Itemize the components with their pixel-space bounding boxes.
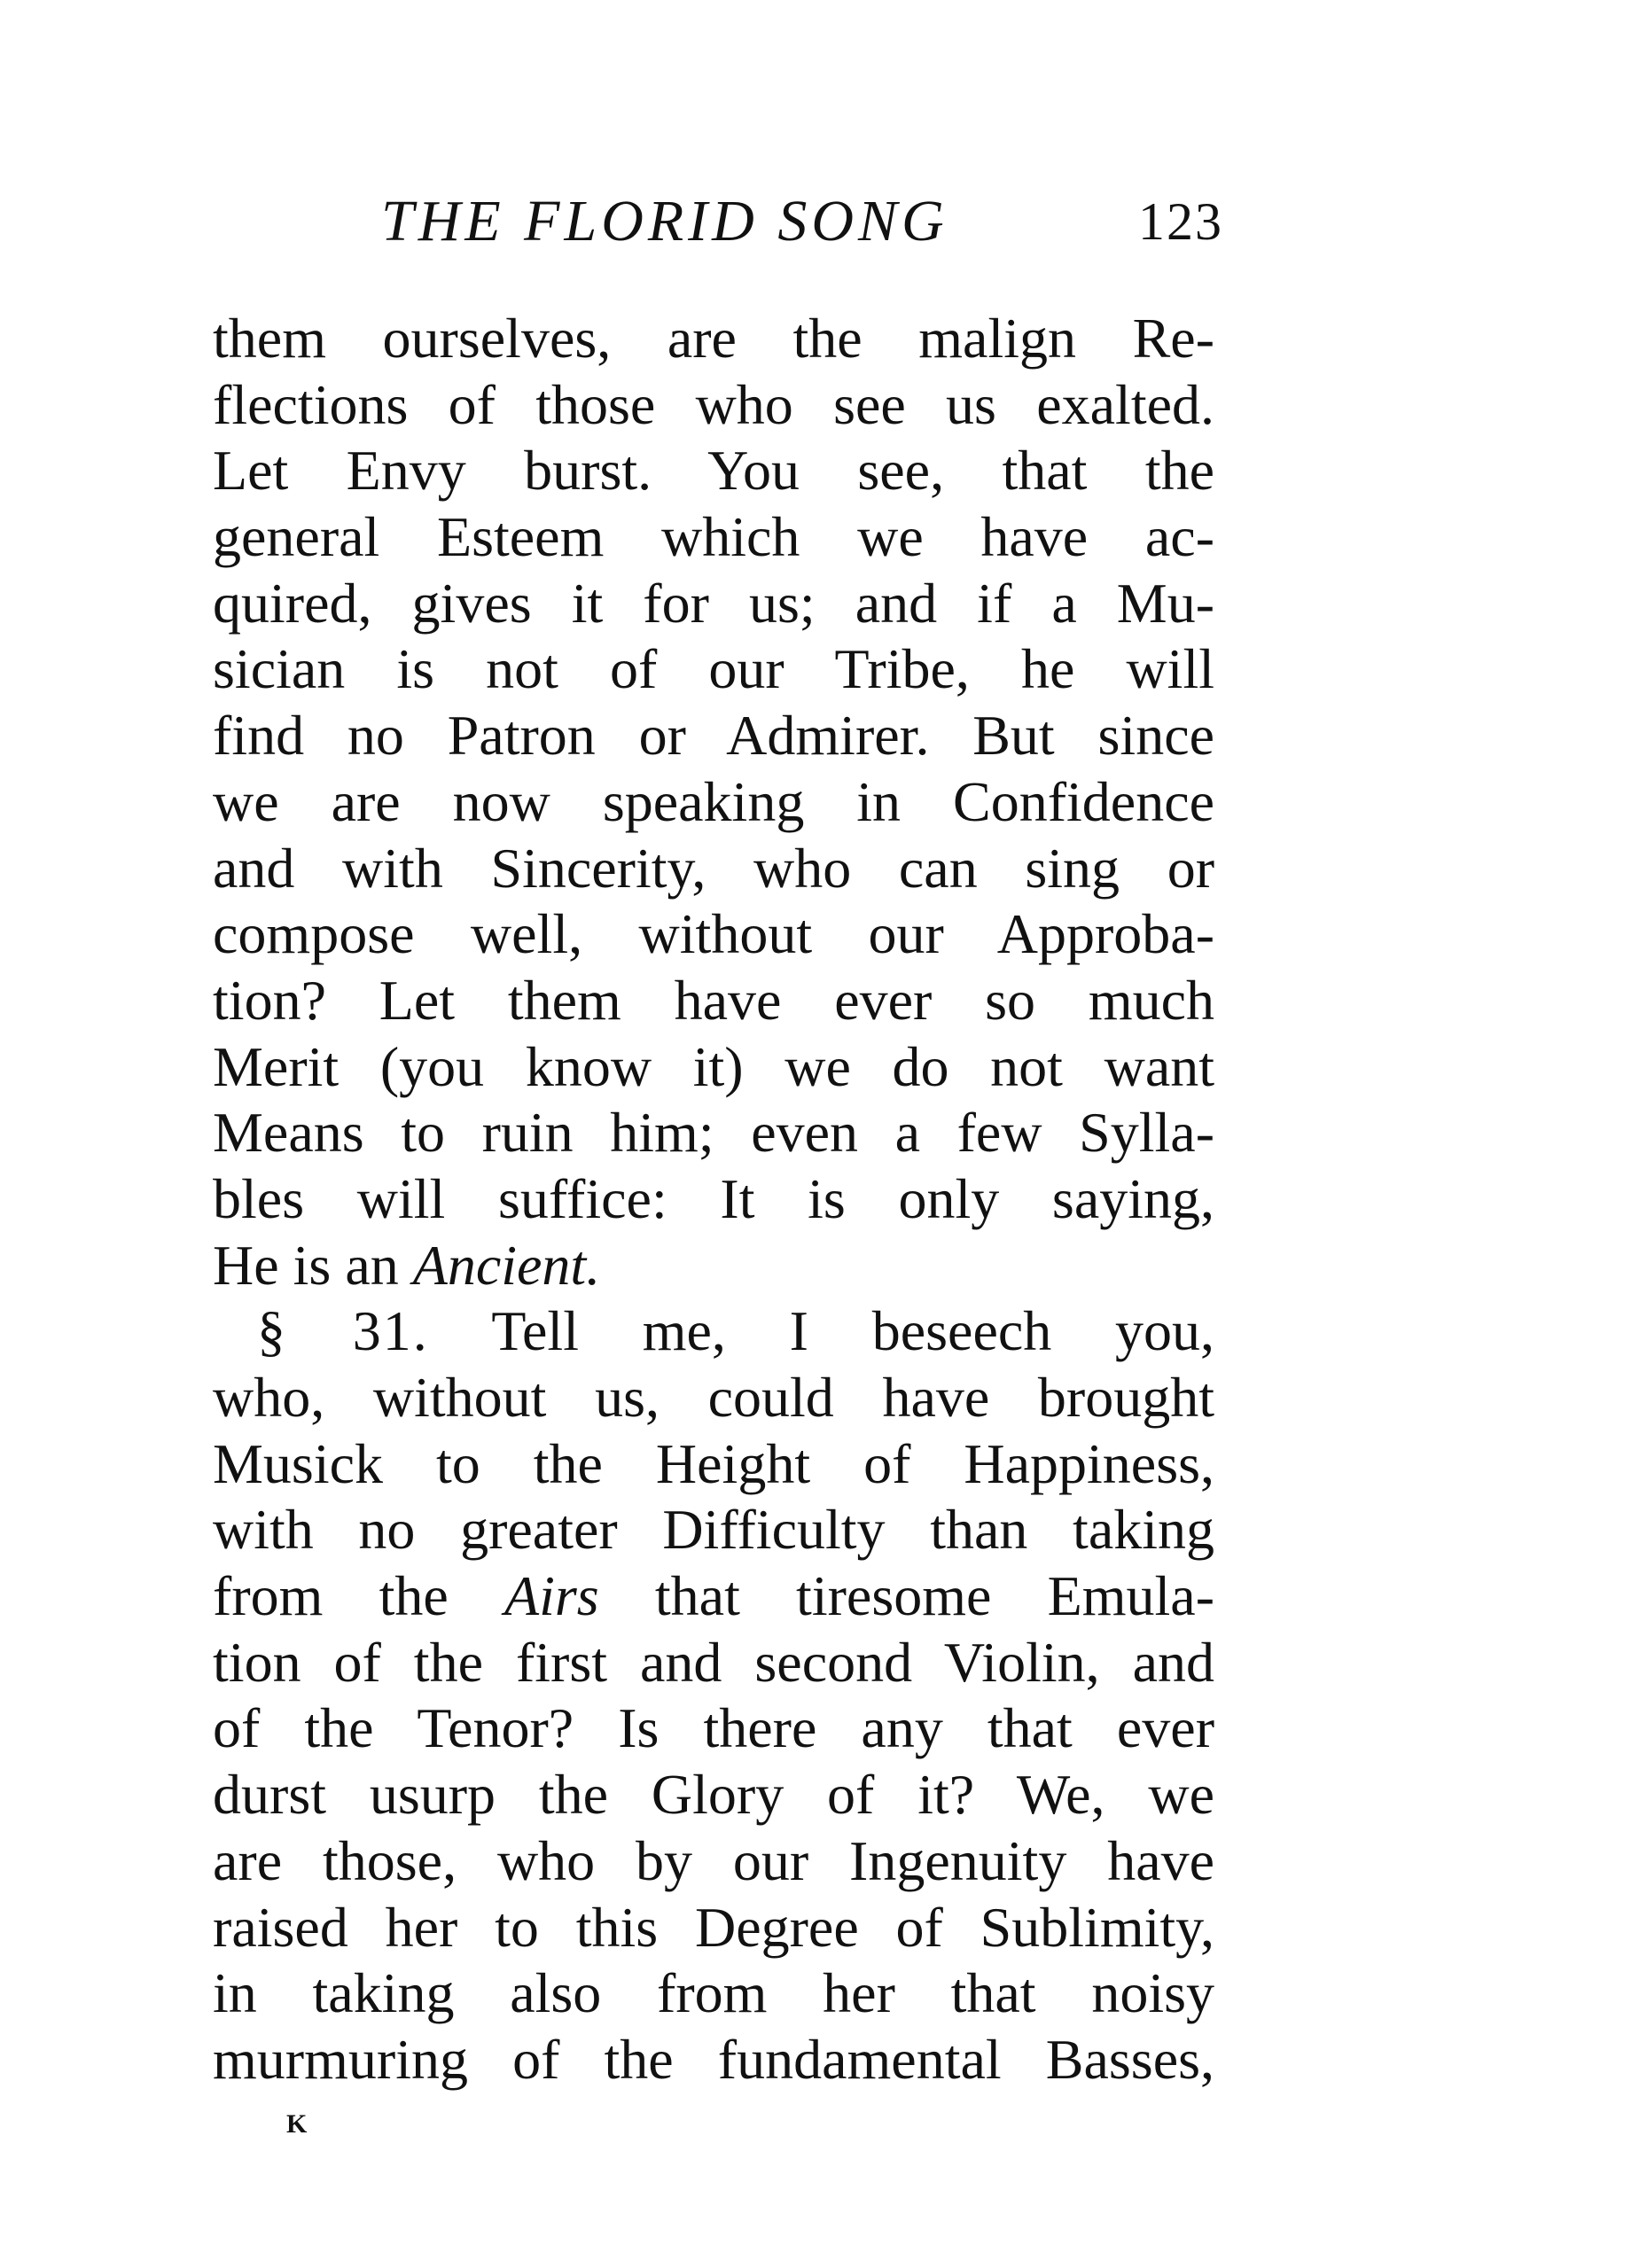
text-line: compose well, without our Approba- (213, 902, 1214, 966)
text-line: murmuring of the fundamental Basses, (213, 2027, 1214, 2091)
text-line: we are now speaking in Confidence (213, 769, 1214, 833)
airs-line-before: from the (213, 1564, 504, 1628)
text-line: who, without us, could have brought (213, 1366, 1214, 1429)
text-line: sician is not of our Tribe, he will (213, 637, 1214, 701)
text-line: durst usurp the Glory of it? We, we (213, 1763, 1214, 1827)
italic-word-ancient: Ancient. (412, 1233, 601, 1297)
text-line: quired, gives it for us; and if a Mu- (213, 571, 1214, 635)
text-line: Let Envy burst. You see, that the (213, 439, 1214, 503)
section-heading-line (213, 1298, 1214, 1365)
text-line: and with Sincerity, who can sing or (213, 836, 1214, 900)
text-line: them ourselves, are the malign Re- (213, 307, 1214, 370)
text-line-airs (213, 1563, 1214, 1630)
text-line: are those, who by our Ingenuity have (213, 1828, 1214, 1892)
ancient-line-prefix: He is an (213, 1233, 413, 1297)
printer-signature-mark: K (286, 2109, 308, 2139)
text-line: Means to ruin him; even a few Sylla- (213, 1101, 1214, 1165)
text-line: tion of the first and second Violin, and (213, 1630, 1214, 1694)
section-number: § 31. (257, 1299, 429, 1363)
running-title: THE FLORID SONG (381, 189, 948, 253)
italic-word-airs: Airs (504, 1564, 599, 1628)
text-line: Musick to the Height of Happiness, (213, 1431, 1214, 1495)
airs-line-after: that tiresome Emula- (598, 1564, 1215, 1628)
text-line: raised her to this Degree of Sublimity, (213, 1895, 1214, 1959)
text-line: find no Patron or Admirer. But since (213, 704, 1214, 768)
text-line: general Esteem which we have ac- (213, 505, 1214, 569)
text-line: bles will suffice: It is only saying, (213, 1166, 1214, 1230)
page-header (381, 182, 1223, 261)
text-line: Merit (you know it) we do not want (213, 1034, 1214, 1098)
text-line: with no greater Difficulty than taking (213, 1498, 1214, 1562)
body-text (213, 306, 1214, 2093)
section-first-line-text: Tell me, I beseech you, (491, 1299, 1215, 1363)
text-line: of the Tenor? Is there any that ever (213, 1696, 1214, 1760)
text-line: flections of those who see us exalted. (213, 372, 1214, 436)
page-number: 123 (1138, 192, 1223, 251)
text-line-ancient (213, 1233, 1214, 1299)
text-line: in taking also from her that noisy (213, 1961, 1214, 2025)
text-line: tion? Let them have ever so much (213, 968, 1214, 1032)
